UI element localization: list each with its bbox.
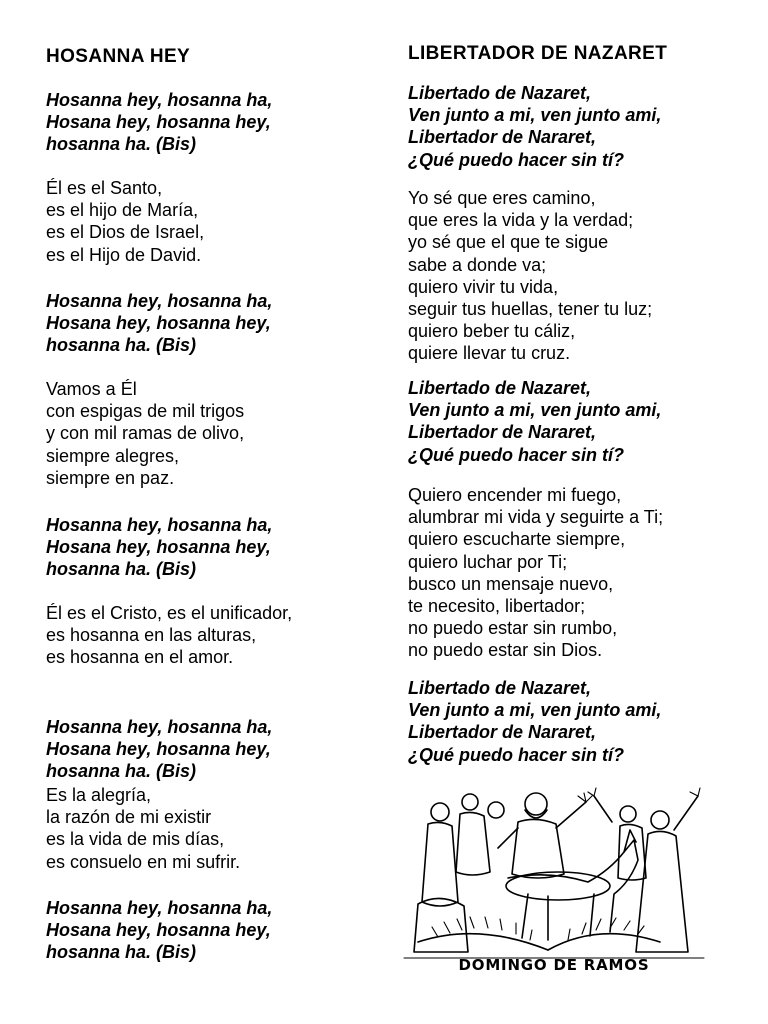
palm-sunday-illustration — [398, 782, 710, 960]
lyric-line: Es la alegría, — [46, 785, 152, 805]
lyric-line: siempre alegres, — [46, 445, 180, 466]
lyric-line: Hosanna hey, hosanna ha, — [46, 717, 273, 737]
lyric-line: quiero escucharte siempre, — [408, 529, 626, 550]
lyric-line: Él es el Cristo, es el unificador, — [46, 603, 293, 623]
lyric-line: quiero beber tu cáliz, — [408, 321, 576, 342]
verse-stanza — [46, 602, 292, 669]
lyric-line: sabe a donde va; — [408, 254, 547, 275]
chorus-stanza — [408, 82, 661, 171]
crowd-figure-head — [431, 803, 449, 821]
lyric-line: no puedo estar sin Dios. — [408, 640, 603, 661]
lyric-line: Él es el Santo, — [46, 178, 163, 198]
lyric-line: la razón de mi existir — [46, 807, 212, 828]
lyric-line: Libertado de Nazaret, — [408, 83, 592, 103]
lyric-line: Quiero encender mi fuego, — [408, 485, 622, 505]
lyric-line: Ven junto a mi, ven junto ami, — [408, 105, 662, 126]
lyric-line: hosanna ha. (Bis) — [46, 335, 197, 356]
lyric-line: te necesito, libertador; — [408, 596, 586, 617]
lyric-line: Hosanna hey, hosanna ha, — [46, 90, 273, 110]
lyric-line: Hosana hey, hosanna hey, — [46, 313, 271, 334]
lyric-line: es hosanna en el amor. — [46, 647, 234, 668]
lyric-line: Yo sé que eres camino, — [408, 188, 596, 208]
verse-stanza — [46, 378, 244, 489]
crowd-figure-head — [462, 794, 478, 810]
lyric-line: Hosana hey, hosanna hey, — [46, 920, 271, 941]
chorus-stanza — [408, 677, 661, 766]
lyric-line: Libertado de Nazaret, — [408, 378, 592, 398]
lyric-line: Hosanna hey, hosanna ha, — [46, 291, 273, 311]
lyric-line: Hosanna hey, hosanna ha, — [46, 898, 273, 918]
verse-stanza — [408, 484, 663, 662]
crowd-figure-head — [651, 811, 669, 829]
crowd-figure-head — [488, 802, 504, 818]
lyric-line: Vamos a Él — [46, 379, 137, 399]
lyric-line: busco un mensaje nuevo, — [408, 573, 614, 594]
lyric-line: con espigas de mil trigos — [46, 401, 245, 422]
lyric-line: y con mil ramas de olivo, — [46, 423, 245, 444]
lyric-line: Libertador de Nararet, — [408, 127, 597, 148]
lyric-line: Libertado de Nazaret, — [408, 678, 592, 698]
lyric-line: es consuelo en mi sufrir. — [46, 851, 241, 872]
chorus-stanza — [46, 514, 272, 581]
lyric-line: hosanna ha. (Bis) — [46, 559, 197, 580]
chorus-stanza — [408, 377, 661, 466]
lyric-line: Hosana hey, hosanna hey, — [46, 739, 271, 760]
lyric-line: quiero vivir tu vida, — [408, 276, 559, 297]
lyric-line: siempre en paz. — [46, 467, 175, 488]
lyric-line: seguir tus huellas, tener tu luz; — [408, 299, 653, 320]
illustration-caption: DOMINGO DE RAMOS — [458, 956, 650, 974]
lyric-line: hosanna ha. (Bis) — [46, 942, 197, 963]
verse-stanza — [46, 177, 204, 266]
lyric-line: es el Hijo de David. — [46, 244, 202, 265]
lyric-line: ¿Qué puedo hacer sin tí? — [408, 444, 625, 465]
lyric-line: ¿Qué puedo hacer sin tí? — [408, 744, 625, 765]
chorus-stanza — [46, 89, 272, 156]
lyric-line: es la vida de mis días, — [46, 829, 225, 850]
lyric-line: quiero luchar por Ti; — [408, 551, 568, 572]
chorus-stanza — [46, 290, 272, 357]
chorus-stanza — [46, 716, 272, 783]
lyric-line: no puedo estar sin rumbo, — [408, 618, 618, 639]
lyric-line: hosanna ha. (Bis) — [46, 761, 197, 782]
lyric-line: ¿Qué puedo hacer sin tí? — [408, 149, 625, 170]
lyric-line: Libertador de Nararet, — [408, 722, 597, 743]
lyric-line: Libertador de Nararet, — [408, 422, 597, 443]
lyric-line: Hosana hey, hosanna hey, — [46, 112, 271, 133]
lyric-line: hosanna ha. (Bis) — [46, 134, 197, 155]
crowd-figure-head — [620, 806, 636, 822]
verse-stanza — [408, 187, 652, 365]
left-song-title: HOSANNA HEY — [46, 46, 191, 67]
lyric-line: es el Dios de Israel, — [46, 222, 205, 243]
lyric-line: Hosanna hey, hosanna ha, — [46, 515, 273, 535]
lyric-line: es hosanna en las alturas, — [46, 625, 257, 646]
jesus-head — [525, 793, 547, 815]
lyric-line: que eres la vida y la verdad; — [408, 210, 634, 231]
lyric-line: Hosana hey, hosanna hey, — [46, 537, 271, 558]
lyric-line: alumbrar mi vida y seguirte a Ti; — [408, 507, 664, 528]
chorus-stanza — [46, 897, 272, 964]
verse-stanza — [46, 784, 240, 873]
lyric-line: es el hijo de María, — [46, 200, 199, 221]
lyric-line: Ven junto a mi, ven junto ami, — [408, 700, 662, 721]
lyric-line: quiere llevar tu cruz. — [408, 343, 571, 364]
right-song-title: LIBERTADOR DE NAZARET — [408, 43, 668, 64]
lyric-line: yo sé que el que te sigue — [408, 232, 609, 253]
lyric-line: Ven junto a mi, ven junto ami, — [408, 400, 662, 421]
